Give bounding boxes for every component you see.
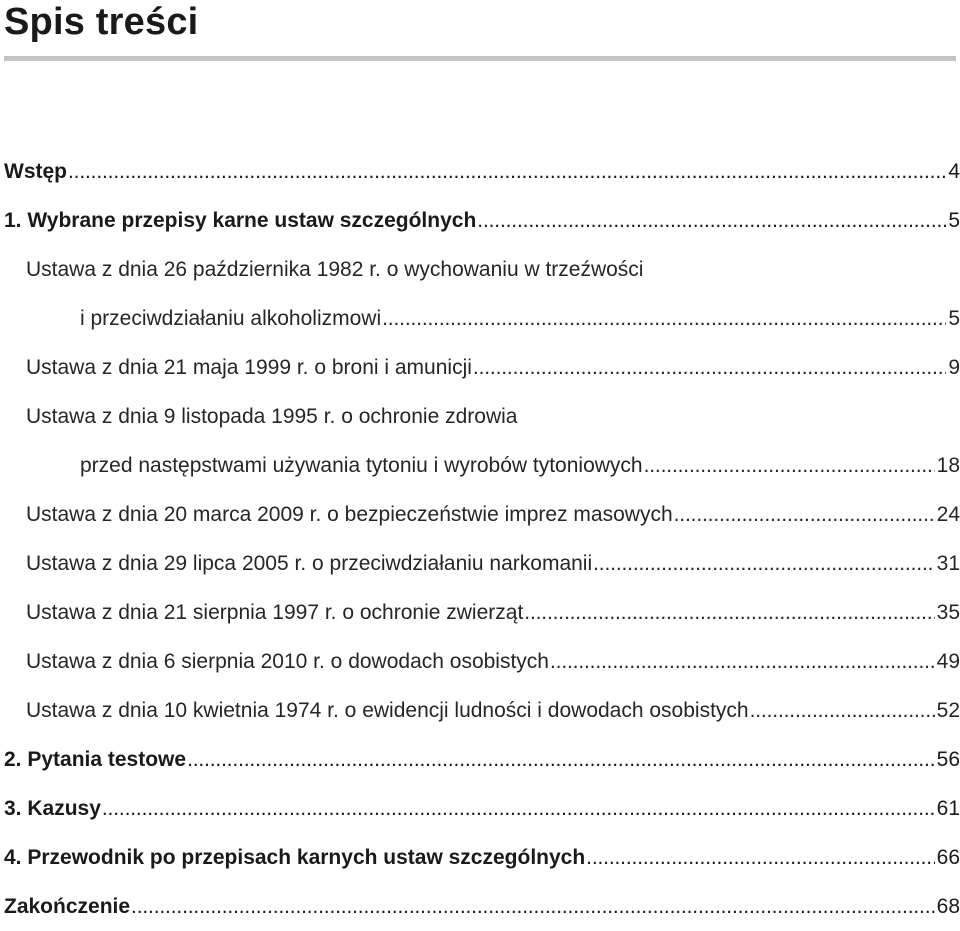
toc-entry-page-number: 9 [948,356,960,379]
toc-dot-leader [644,441,935,490]
toc-dot-leader [131,882,935,931]
toc-entry-label: przed następstwami używania tytoniu i wyrobów tytoniowych [80,454,643,477]
toc-entry-label: Ustawa z dnia 9 listopada 1995 r. o ochronie zdrowia [26,405,518,428]
toc-dot-leader [550,637,935,686]
toc-entry-line [26,539,960,588]
toc-entry-line [4,735,960,784]
toc-entry[interactable] [4,245,960,294]
toc-entry-line [4,882,960,931]
toc-entry[interactable] [4,637,960,686]
toc-dot-leader [187,735,935,784]
toc-entry-page-number: 68 [936,895,960,918]
toc-entry-line [26,343,960,392]
title-divider [4,56,956,61]
toc-entry[interactable] [4,882,960,931]
toc-entry-line [4,196,960,245]
toc-entry-label: 3. Kazusy [4,797,101,820]
toc-entry-line [4,147,960,196]
toc-entry[interactable] [4,539,960,588]
toc-dot-leader [586,833,934,882]
toc-entry-line [26,637,960,686]
toc-entry-page-number: 5 [948,307,960,330]
toc-entry-label: 2. Pytania testowe [4,748,187,771]
toc-entry-page-number: 4 [948,160,960,183]
toc-entry[interactable] [4,588,960,637]
table-of-contents [4,147,960,931]
toc-entry-line [80,441,960,490]
toc-entry[interactable] [4,343,960,392]
toc-entry-label: Ustawa z dnia 21 maja 1999 r. o broni i amunicji [26,356,472,379]
toc-entry-line [4,784,960,833]
toc-entry-line [26,588,960,637]
toc-entry-page-number: 35 [936,601,960,624]
toc-entry-label: Ustawa z dnia 29 lipca 2005 r. o przeciwdziałaniu narkomanii [26,552,593,575]
toc-dot-leader [473,343,946,392]
toc-entry-label: Ustawa z dnia 26 października 1982 r. o wychowaniu w trzeźwości [26,258,644,281]
page-title: Spis treści [4,1,199,43]
toc-entry-page-number: 31 [936,552,960,575]
toc-entry-line [4,833,960,882]
toc-entry-line [80,294,960,343]
toc-entry-label: Zakończenie [4,895,131,918]
toc-entry[interactable] [4,392,960,441]
toc-dot-leader [524,588,934,637]
toc-dot-leader [477,196,946,245]
toc-entry-page-number: 24 [936,503,960,526]
toc-entry[interactable] [4,147,960,196]
toc-dot-leader [750,686,935,735]
toc-entry-page-number: 66 [936,846,960,869]
toc-dot-leader [102,784,935,833]
toc-entry[interactable] [4,441,960,490]
toc-dot-leader [674,490,935,539]
toc-entry[interactable] [4,833,960,882]
toc-entry[interactable] [4,686,960,735]
toc-entry-label: Ustawa z dnia 21 sierpnia 1997 r. o ochronie zwierząt [26,601,524,624]
toc-entry[interactable] [4,490,960,539]
toc-entry-page-number: 5 [948,209,960,232]
toc-entry-page-number: 56 [936,748,960,771]
toc-entry-line [26,245,960,294]
toc-entry-page-number: 49 [936,650,960,673]
toc-entry-label: Ustawa z dnia 6 sierpnia 2010 r. o dowodach osobistych [26,650,549,673]
toc-entry[interactable] [4,294,960,343]
toc-entry-label: Ustawa z dnia 20 marca 2009 r. o bezpieczeństwie imprez masowych [26,503,673,526]
toc-dot-leader [382,294,946,343]
toc-entry-line [26,392,960,441]
toc-entry-label: Ustawa z dnia 10 kwietnia 1974 r. o ewidencji ludności i dowodach osobistych [26,699,749,722]
toc-entry-label: i przeciwdziałaniu alkoholizmowi [80,307,382,330]
toc-dot-leader [593,539,935,588]
toc-entry-line [26,490,960,539]
toc-entry-line [26,686,960,735]
toc-entry-page-number: 18 [936,454,960,477]
toc-dot-leader [68,147,946,196]
toc-entry[interactable] [4,784,960,833]
toc-entry[interactable] [4,196,960,245]
toc-entry-label: 1. Wybrane przepisy karne ustaw szczególnych [4,209,477,232]
toc-entry[interactable] [4,735,960,784]
toc-entry-page-number: 61 [936,797,960,820]
toc-entry-page-number: 52 [936,699,960,722]
toc-entry-label: Wstęp [4,160,67,183]
toc-entry-label: 4. Przewodnik po przepisach karnych ustaw szczególnych [4,846,586,869]
